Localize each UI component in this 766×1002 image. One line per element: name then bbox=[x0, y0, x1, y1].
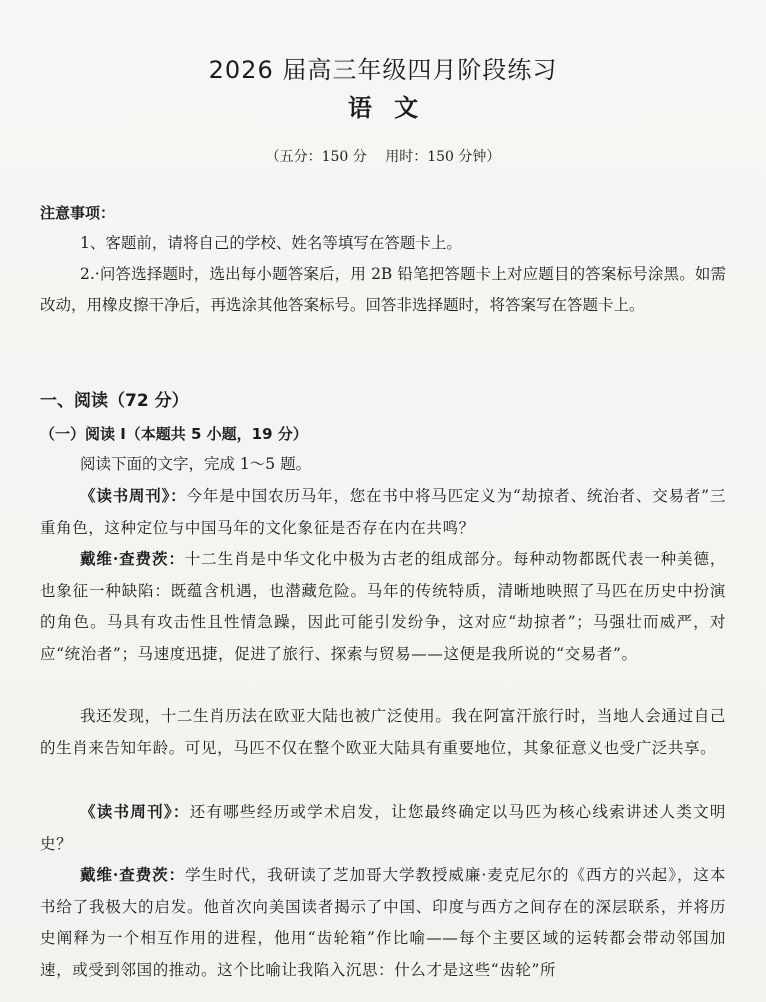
instruction: 阅读下面的文字，完成 1～5 题。 bbox=[80, 455, 312, 473]
interview-question-1 bbox=[40, 480, 726, 544]
notice-item-1: 1、客题前，请将自己的学校、姓名等填写在答题卡上。 bbox=[80, 234, 462, 252]
answer-text-2: 学生时代，我研读了芝加哥大学教授威廉·麦克尼尔的《西方的兴起》，这本书给了我极大的启发。他首次向美国读者揭示了中国、印度与西方之间存在的深层联系，并将历史阐释为一个相互作用的进程，他用“齿轮箱”作比喻——每个主要区域的运转都会带动邻国加速，或受到邻国的推动。这个比喻让我陷入沉思：什么才是这些“齿轮”所 bbox=[40, 866, 726, 979]
section-heading: 一、阅读（72 分） bbox=[40, 391, 189, 411]
exam-meta: （五分：150 分 用时：150 分钟） bbox=[265, 149, 501, 165]
interview-question-2 bbox=[40, 796, 726, 860]
exam-title: 2026 届高三年级四月阶段练习 bbox=[208, 56, 558, 84]
question-text-1: 今年是中国农历马年，您在书中将马匹定义为“劫掠者、统治者、交易者”三重角色，这种定位与中国马年的文化象征是否存在内在共鸣？ bbox=[40, 487, 726, 537]
sub-section-heading: （一）阅读 I（本题共 5 小题，19 分） bbox=[40, 425, 308, 443]
notice-item-2: 2.·问答选择题时，选出每小题答案后，用 2B 铅笔把答题卡上对应题目的答案标号涂黑。如需改动，用橡皮擦干净后，再选涂其他答案标号。回答非选择题时，将答案写在答题卡上。 bbox=[40, 265, 726, 314]
interview-answer-2 bbox=[40, 859, 726, 986]
exam-subject: 语 文 bbox=[347, 94, 419, 122]
question-text-2: 还有哪些经历或学术启发，让您最终确定以马匹为核心线索讲述人类文明史？ bbox=[40, 803, 727, 853]
answer-text-1: 十二生肖是中华文化中极为古老的组成部分。每种动物都既代表一种美德，也象征一种缺陷：既蕴含机遇，也潜藏危险。马年的传统特质，清晰地映照了马匹在历史中扮演的角色。马具有攻击性且性情急躁，因此可能引发纷争，这对应“劫掠者”；马强壮而威严，对应“统治者”；马速度迅捷，促进了旅行、探索与贸易——这便是我所说的“交易者”。 bbox=[40, 550, 726, 663]
question-source-2: 《读书周刊》： bbox=[80, 802, 190, 821]
answer-speaker-1: 戴维·查费茨： bbox=[80, 549, 185, 568]
interview-answer-1b: 我还发现，十二生肖历法在欧亚大陆也被广泛使用。我在阿富汗旅行时，当地人会通过自己的生肖来告知年龄。可见，马匹不仅在整个欧亚大陆具有重要地位，其象征意义也受广泛共享。 bbox=[40, 707, 726, 757]
notice-heading: 注意事项： bbox=[40, 204, 116, 222]
interview-answer-1 bbox=[40, 543, 726, 670]
answer-speaker-2: 戴维·查费茨： bbox=[80, 865, 186, 884]
question-source-1: 《读书周刊》： bbox=[80, 486, 187, 505]
